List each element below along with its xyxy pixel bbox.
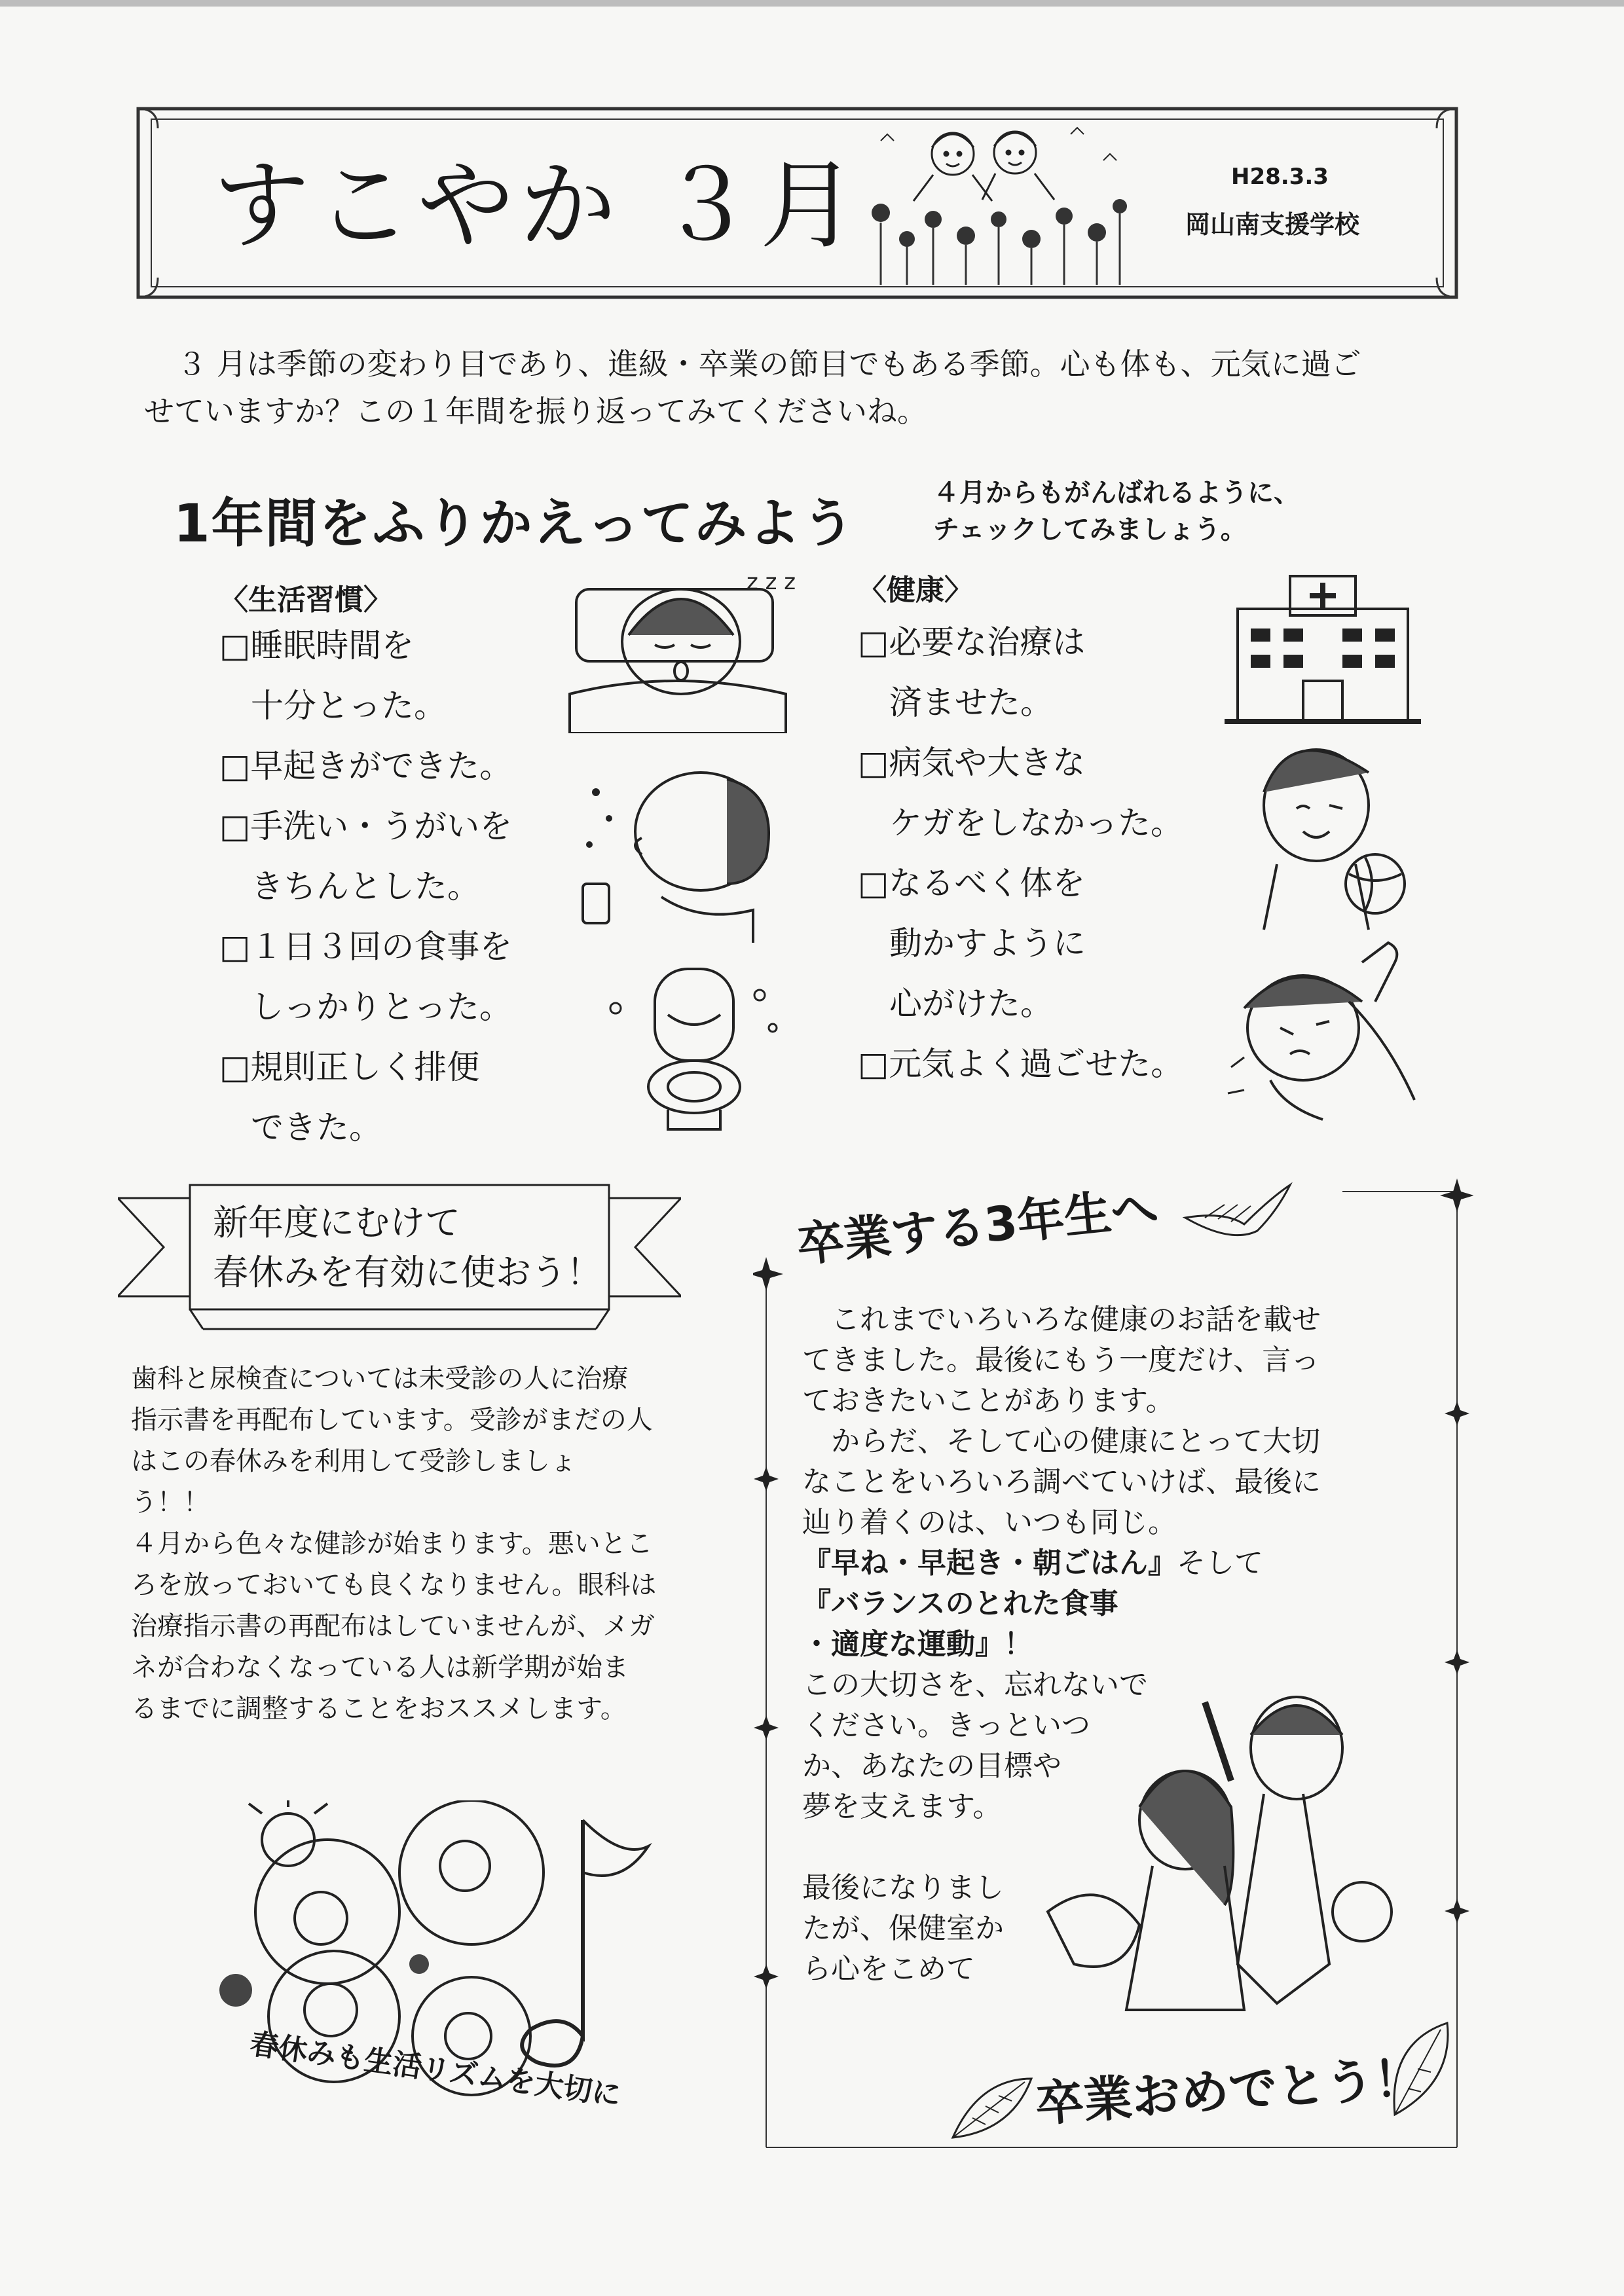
- sleeping-person-icon: [557, 563, 799, 733]
- emphasis-line: ・適度な運動』！: [802, 1628, 1033, 1661]
- hospital-icon: [1225, 570, 1421, 733]
- top-border: [0, 0, 1624, 7]
- gargling-person-icon: [570, 753, 805, 943]
- paragraph-line: 辿り着くのは、いつも同じ。: [802, 1506, 1177, 1539]
- checklist-line: □病気や大きな: [858, 744, 1086, 782]
- checklist-line: 十分とった。: [251, 687, 447, 725]
- health-checklist: [858, 612, 1183, 1094]
- svg-text:z z z: z z z: [747, 569, 796, 595]
- toilet-icon: [596, 956, 792, 1139]
- checklist-line: □なるべく体を: [858, 864, 1086, 902]
- checklist-line: 済ませた。: [889, 683, 1053, 721]
- banner-line-2: 春休みを有効に使おう！: [213, 1252, 602, 1293]
- paragraph-line: か、あなたの目標や: [802, 1749, 1061, 1783]
- boy-with-ball-icon: [1244, 733, 1414, 936]
- paragraph-line: ４月から色々な健診が始まります。悪いとこ: [131, 1529, 653, 1559]
- checklist-line: 心がけた。: [889, 985, 1053, 1023]
- paragraph-line: ネが合わなくなっている人は新学期が始ま: [131, 1652, 629, 1683]
- paragraph-line: たが、保健室か: [802, 1912, 1004, 1945]
- paragraph-line: 最後になりまし: [802, 1871, 1004, 1904]
- checklist-line: □１日３回の食事を: [219, 928, 513, 966]
- banner-text: [213, 1198, 602, 1298]
- paragraph-line: 夢を支えます。: [802, 1790, 1002, 1823]
- paragraph-line: 指示書を再配布しています。受診がまだの人: [131, 1405, 653, 1435]
- emphasis-text: 『早ね・早起き・朝ごはん』: [802, 1546, 1177, 1580]
- paragraph-line: ろを放っておいても良くなりません。眼科は: [131, 1570, 657, 1600]
- checklist-line: □元気よく過ごせた。: [858, 1045, 1184, 1083]
- children-flowers-icon: [855, 115, 1136, 288]
- section-subtitle: [933, 475, 1300, 548]
- checklist-line: □手洗い・うがいを: [219, 807, 513, 845]
- feather-icon: [1382, 2016, 1454, 2121]
- paragraph-line: なことをいろいろ調べていけば、最後に: [802, 1465, 1321, 1499]
- paragraph-line: てきました。最後にもう一度だけ、言っ: [802, 1343, 1320, 1377]
- lifestyle-checklist: [219, 615, 512, 1157]
- section-title: 1年間をふりかえってみよう: [174, 493, 856, 554]
- feather-icon: [946, 2072, 1038, 2144]
- graduation-congrats: 卒業おめでとう！: [1033, 2049, 1424, 2133]
- subtitle-line-2: チェックしてみましょう。: [933, 515, 1247, 545]
- paragraph-line: これまでいろいろな健康のお話を載せ: [802, 1303, 1321, 1336]
- banner-line-1: 新年度にむけて: [213, 1202, 460, 1243]
- intro-paragraph: [144, 340, 1467, 435]
- paragraph-line: この大切さを、忘れないで: [802, 1668, 1148, 1702]
- paragraph-line: ください。きっといつ: [802, 1709, 1090, 1742]
- checklist-line: □睡眠時間を: [219, 627, 415, 665]
- intro-line-1: ３ 月は季節の変わり目であり、進級・卒業の節目でもある季節。心も体も、元気に過ご: [177, 346, 1361, 382]
- checklist-line: ケガをしなかった。: [889, 804, 1183, 842]
- checklist-line: きちんとした。: [251, 867, 480, 905]
- checklist-line: 動かすように: [889, 924, 1086, 962]
- emphasis-suffix: そして: [1177, 1546, 1263, 1580]
- paragraph-line: はこの春休みを利用して受診しましょ: [131, 1446, 576, 1476]
- rhythm-caption: 春休みも生活リズムを大切に: [248, 2027, 623, 2113]
- subtitle-line-1: ４月からもがんばれるように、: [933, 478, 1300, 508]
- stretching-girl-icon: [1218, 936, 1441, 1133]
- checklist-line: できた。: [251, 1108, 382, 1146]
- paragraph-line: からだ、そして心の健康にとって大切: [802, 1425, 1321, 1458]
- checklist-line: □早起きができた。: [219, 747, 513, 785]
- paragraph-line: ておきたいことがあります。: [802, 1384, 1175, 1417]
- graduates-illustration: [1022, 1676, 1414, 2030]
- bird-icon: [1179, 1178, 1297, 1244]
- issue-date: H28.3.3: [1231, 164, 1329, 190]
- newsletter-title: すこやか ３月: [213, 149, 862, 262]
- paragraph-line: う！！: [131, 1487, 210, 1518]
- lifestyle-heading: 〈生活習慣〉: [219, 583, 392, 617]
- emphasis-line: 『バランスのとれた食事: [802, 1587, 1118, 1620]
- checklist-line: しっかりとった。: [251, 988, 512, 1026]
- checklist-line: □規則正しく排便: [219, 1048, 480, 1086]
- paragraph-line: 歯科と尿検査については未受診の人に治療: [131, 1364, 629, 1394]
- paragraph-line-emphasis: [802, 1543, 1457, 1584]
- paragraph-line: ら心をこめて: [802, 1952, 975, 1986]
- health-heading: 〈健康〉: [858, 574, 973, 607]
- paragraph-line: るまでに調整することをおススメします。: [131, 1694, 627, 1724]
- graduation-title: 卒業する3年生へ: [794, 1180, 1161, 1273]
- checklist-line: □必要な治療は: [858, 623, 1086, 661]
- school-name: 岡山南支援学校: [1185, 210, 1360, 239]
- paragraph-line: 治療指示書の再配布はしていませんが、メガ: [131, 1611, 655, 1641]
- spring-break-paragraph: [131, 1358, 733, 1730]
- intro-line-2: せていますか？この１年間を振り返ってみてくださいね。: [144, 393, 927, 429]
